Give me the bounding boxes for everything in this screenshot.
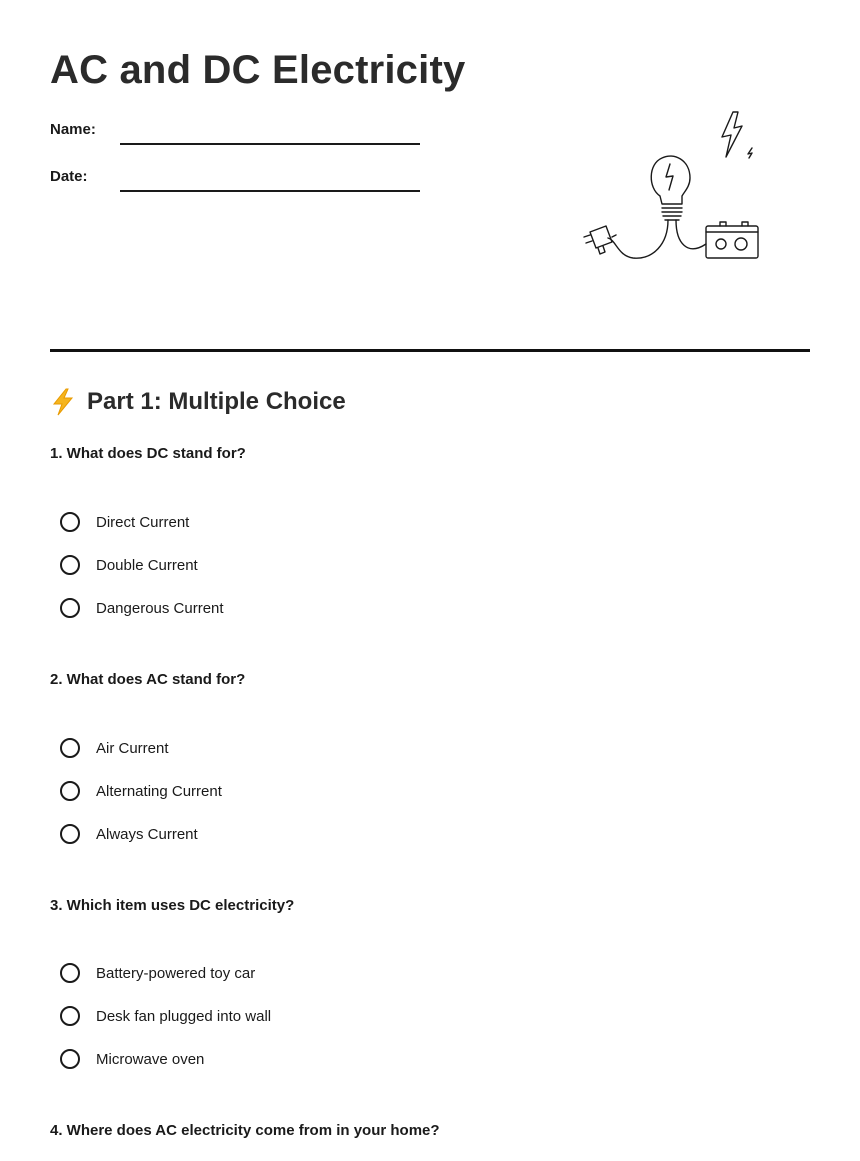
question-3: 3. Which item uses DC electricity? [50, 897, 295, 914]
wire [676, 220, 706, 249]
small-lightning-bolt-icon [748, 148, 752, 158]
radio-button[interactable] [60, 555, 80, 575]
option-label: Direct Current [96, 513, 190, 531]
radio-button[interactable] [60, 738, 80, 758]
question-1-option-1[interactable] [60, 509, 189, 535]
wire [608, 220, 668, 258]
option-label: Air Current [96, 739, 169, 757]
question-1: 1. What does DC stand for? [50, 445, 246, 462]
battery-icon [706, 222, 758, 258]
question-1-option-2[interactable] [60, 552, 198, 578]
question-1-option-3[interactable] [60, 595, 224, 621]
option-label: Alternating Current [96, 782, 222, 800]
option-label: Always Current [96, 825, 198, 843]
question-2-option-1[interactable] [60, 735, 169, 761]
option-label: Microwave oven [96, 1050, 205, 1068]
option-label: Dangerous Current [96, 599, 224, 617]
lightning-bolt-icon [722, 112, 742, 157]
light-bulb-icon [651, 156, 690, 220]
name-answer-line[interactable] [120, 143, 420, 145]
header-divider [50, 349, 810, 352]
option-label: Desk fan plugged into wall [96, 1007, 272, 1025]
date-label: Date: [50, 168, 88, 185]
section-title [50, 388, 346, 416]
radio-button[interactable] [60, 1049, 80, 1069]
question-3-option-2[interactable] [60, 1003, 271, 1029]
page-title: AC and DC Electricity [50, 48, 466, 92]
radio-button[interactable] [60, 1006, 80, 1026]
date-field-row [50, 166, 420, 192]
radio-button[interactable] [60, 512, 80, 532]
question-3-option-3[interactable] [60, 1046, 204, 1072]
question-4: 4. Where does AC electricity come from in your home? [50, 1122, 440, 1139]
question-3-option-1[interactable] [60, 960, 255, 986]
name-field-row [50, 119, 420, 145]
radio-button[interactable] [60, 824, 80, 844]
radio-button[interactable] [60, 963, 80, 983]
electricity-illustration [578, 104, 768, 270]
question-2-option-3[interactable] [60, 821, 198, 847]
question-2: 2. What does AC stand for? [50, 671, 246, 688]
lightning-bolt-icon [50, 388, 76, 416]
plug-icon [584, 226, 616, 254]
section-title-text: Part 1: Multiple Choice [87, 388, 346, 415]
question-2-option-2[interactable] [60, 778, 222, 804]
name-label: Name: [50, 121, 96, 138]
date-answer-line[interactable] [120, 190, 420, 192]
option-label: Battery-powered toy car [96, 964, 256, 982]
radio-button[interactable] [60, 598, 80, 618]
option-label: Double Current [96, 556, 198, 574]
radio-button[interactable] [60, 781, 80, 801]
